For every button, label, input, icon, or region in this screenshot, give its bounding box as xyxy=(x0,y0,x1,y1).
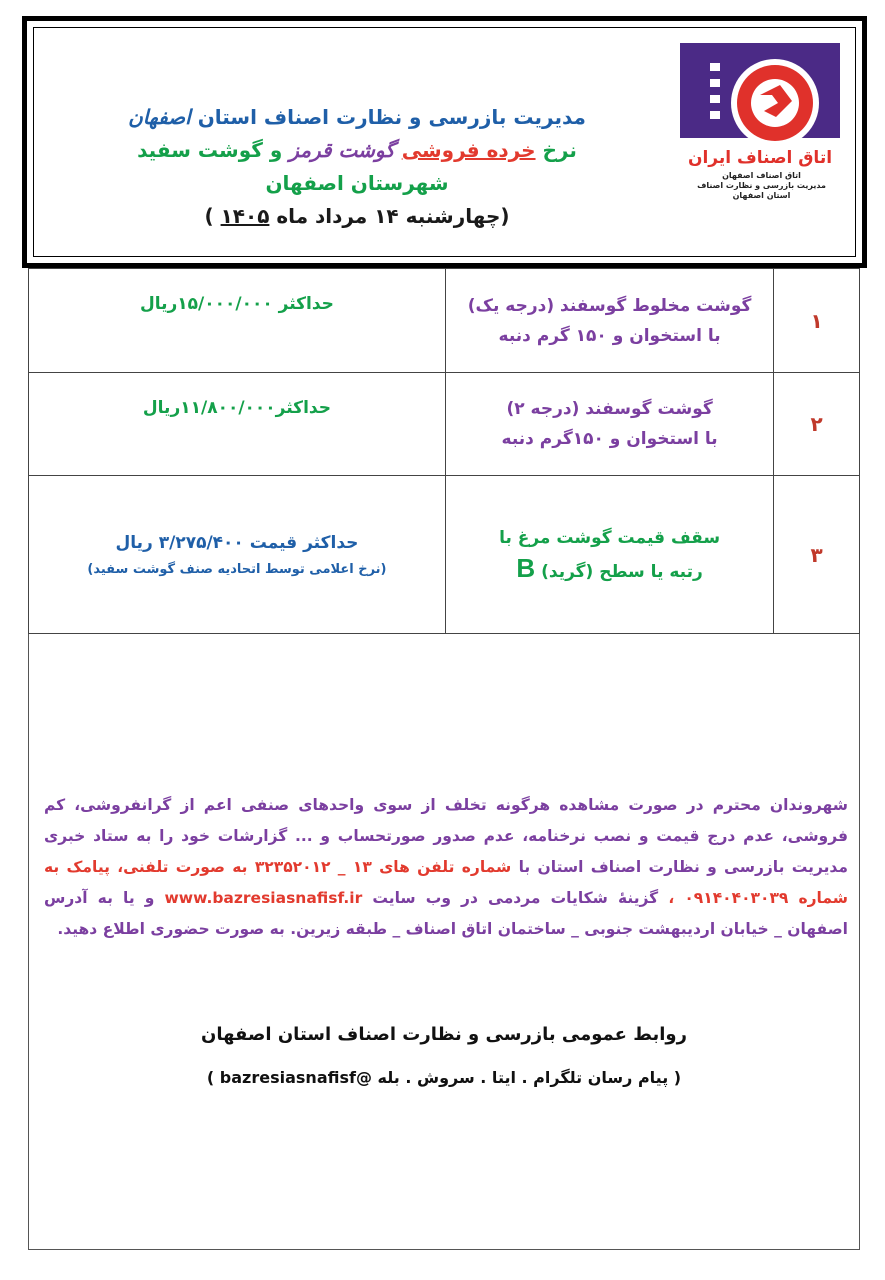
citizen-notice xyxy=(44,790,848,945)
header-line-2-a: نرخ xyxy=(542,138,577,162)
price-table xyxy=(28,268,860,634)
notice-phone: شماره تلفن های ۱۳ _ ۳۲۳۵۲۰۱۲ به صورت تلفنی، پیامک به شماره ۰۹۱۴۰۴۰۳۰۳۹ ، xyxy=(44,858,849,907)
row-item xyxy=(445,476,773,634)
header-line-2-d: و گوشت سفید xyxy=(137,138,283,162)
header-date-prefix: (چهارشنبه ۱۴ مرداد ماه xyxy=(276,204,510,228)
header-line-2-red-meat: گوشت قرمز xyxy=(289,138,395,162)
logo-caption-line2: مدیریت بازرسی و نظارت اصناف xyxy=(697,181,826,190)
notice-part-5: و یا به آدرس اصفهان _ خیابان اردیبهشت جنوبی _ ساختمان اتاق اصناف _ طبقه زیرین. به صورت حضوری اطلاع دهید. xyxy=(44,889,848,938)
header-title-block xyxy=(67,101,647,233)
row-item-line1: گوشت گوسفند (درجه ۲) xyxy=(506,399,713,419)
header-line-3: شهرستان اصفهان xyxy=(265,171,449,195)
table-row xyxy=(29,269,860,373)
header-line-1-city: اصفهان xyxy=(128,105,191,129)
row-index: ۲ xyxy=(774,373,860,476)
row-price-text: حداکثر قیمت ۳/۲۷۵/۴۰۰ ریال xyxy=(115,532,359,553)
logo-wordmark: اتاق اصناف ایران xyxy=(687,148,833,168)
table-row xyxy=(29,476,860,634)
row-index: ۱ xyxy=(774,269,860,373)
header-line-1-text: مدیریت بازرسی و نظارت اصناف استان xyxy=(197,105,586,129)
header-line-2-retail: خرده فروشی xyxy=(401,138,536,162)
row-index: ۳ xyxy=(774,476,860,634)
row-price xyxy=(29,476,446,634)
notice-website-link[interactable]: www.bazresiasnafisf.ir xyxy=(164,889,363,907)
logo-caption-line3: استان اصفهان xyxy=(732,191,791,200)
logo-caption xyxy=(679,171,844,201)
row-price: حداکثر ۱۵/۰۰۰/۰۰۰ریال xyxy=(29,269,446,373)
logo-caption-line1: اتاق اصناف اصفهان xyxy=(722,171,801,180)
row-price: حداکثر۱۱/۸۰۰/۰۰۰ریال xyxy=(29,373,446,476)
header-line-1 xyxy=(67,101,647,134)
row-item xyxy=(445,269,773,373)
footer-title: روابط عمومی بازرسی و نظارت اصناف استان اصفهان xyxy=(201,1024,687,1045)
header-box xyxy=(22,16,867,268)
row-item-line1: سقف قیمت گوشت مرغ با xyxy=(499,527,721,548)
row-item-line1: گوشت مخلوط گوسفند (درجه یک) xyxy=(467,295,752,316)
table-row xyxy=(29,373,860,476)
footer-messengers: ( پیام رسان تلگرام . ایتا . سروش . بله @bazresiasnafisf ) xyxy=(206,1068,682,1087)
header-line-4 xyxy=(67,200,647,233)
row-price-note: (نرخ اعلامی توسط اتحادیه صنف گوشت سفید) xyxy=(87,561,387,577)
row-item-line2: با استخوان و ۱۵۰ گرم دنبه xyxy=(498,325,721,346)
row-item-line2: با استخوان و ۱۵۰گرم دنبه xyxy=(501,429,718,449)
row-item-line2-text: رتبه یا سطح (گرید) xyxy=(541,561,703,582)
header-line-2 xyxy=(67,134,647,167)
row-item-line2 xyxy=(447,553,772,587)
row-item xyxy=(445,373,773,476)
header-date-year: ۱۴۰۵ xyxy=(220,204,270,228)
notice-part-1: شهروندان محترم در صورت مشاهده هرگونه تخلف از سوی واحدهای صنفی اعم از گرانفروشی، کم فروشی، عدم درج قیمت و نصب نرخنامه، عدم صدور صورتحساب و ... گزارشات خود را به ستاد خبری مدیریت بازرسی و نظارت اصناف استان با xyxy=(44,796,848,876)
notice-part-3: گزینۀ شکایات مردمی در وب سایت xyxy=(372,889,659,907)
grade-label: B xyxy=(516,552,536,583)
header-date-suffix: ) xyxy=(204,204,214,228)
